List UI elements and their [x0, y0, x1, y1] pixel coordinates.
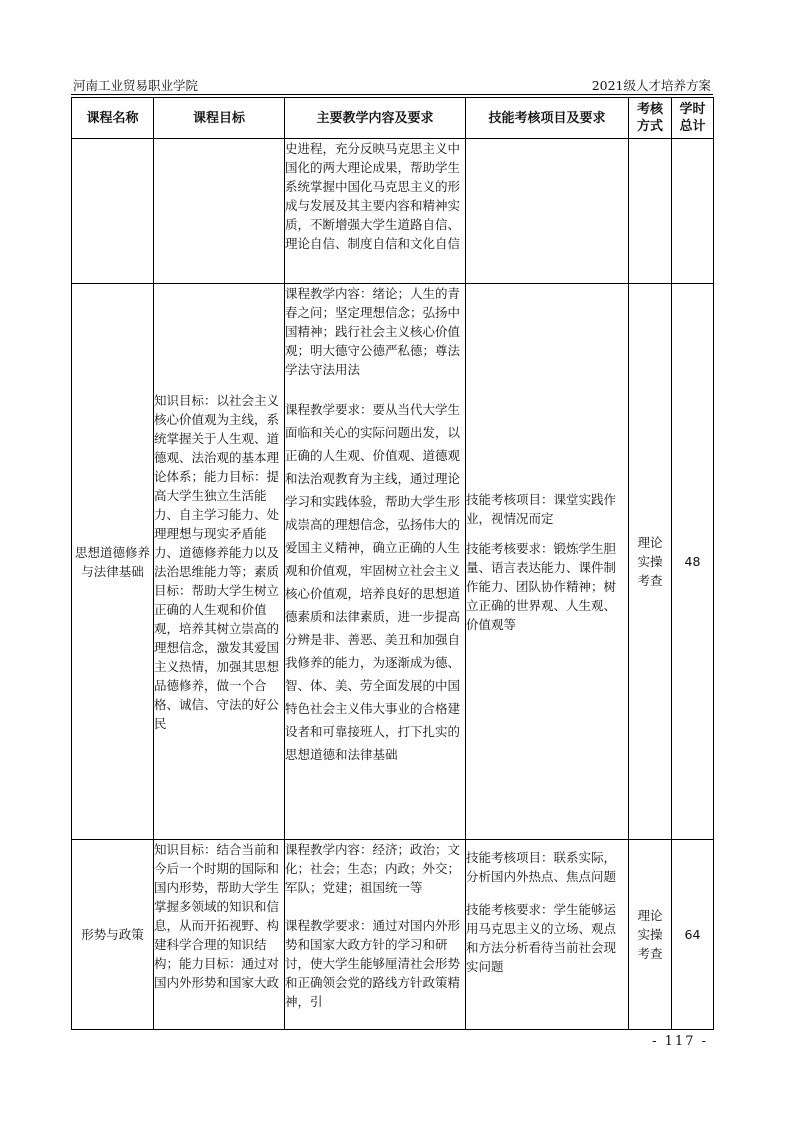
table-row [72, 284, 714, 840]
teaching-content-cell [285, 284, 466, 840]
skill-assessment-cell [466, 840, 629, 1030]
skill-assessment-cell [466, 139, 629, 284]
course-table [71, 97, 714, 1030]
skill-assessment-requirement-text: 技能考核要求：锻炼学生胆量、语言表达能力、课件制作能力、团队协作精神；树立正确的世界观、人生观、价值观等 [466, 540, 617, 632]
column-header-teaching-content: 主要教学内容及要求 [285, 98, 466, 139]
course-name-cell: 形势与政策 [72, 840, 154, 1030]
header-rule [71, 94, 713, 95]
column-header-course-goal: 课程目标 [154, 98, 285, 139]
table-row [72, 840, 714, 1030]
table-row [72, 139, 714, 284]
course-name-cell [72, 139, 154, 284]
assessment-method-cell [629, 139, 672, 284]
course-name-cell: 思想道德修养与法律基础 [72, 284, 154, 840]
page-header [71, 76, 713, 94]
skill-assessment-item-text: 技能考核项目：联系实际，分析国内外热点、焦点问题 [466, 850, 617, 884]
column-header-total-hours: 学时 总计 [672, 98, 714, 139]
assessment-method-cell: 理论 实操 考查 [629, 840, 672, 1030]
assessment-method-cell: 理论 实操 考查 [629, 284, 672, 840]
skill-assessment-item-text: 技能考核项目：课堂实践作业，视情况而定 [466, 491, 617, 526]
table-header-row [72, 98, 714, 139]
skill-assessment-cell [466, 284, 629, 840]
column-header-course-name: 课程名称 [72, 98, 154, 139]
column-header-assessment-method: 考核 方式 [629, 98, 672, 139]
teaching-content-text: 史进程，充分反映马克思主义中国化的两大理论成果，帮助学生系统掌握中国化马克思主义的形成与发展及其主要内容和精神实质，不断增强大学生道路自信、理论自信、制度自信和文化自信 [285, 141, 461, 251]
column-header-skill-assessment: 技能考核项目及要求 [466, 98, 629, 139]
teaching-content-cell [285, 139, 466, 284]
teaching-content-text: 课程教学内容：绪论；人生的青春之问；坚定理想信念；弘扬中国精神；践行社会主义核心价值观；明大德守公德严私德；尊法学法守法用法 [285, 286, 461, 377]
total-hours-cell: 64 [672, 840, 714, 1030]
total-hours-cell [672, 139, 714, 284]
teaching-requirement-text: 课程教学要求：要从当代大学生面临和关心的实际问题出发，以正确的人生观、价值观、道德观和法治观教育为主线，通过理论学习和实践体验，帮助大学生形成崇高的理想信念，弘扬伟大的爱国主义精神，确立正确的人生观和价值观，牢固树立社会主义核心价值观，培养良好的思想道德素质和法律素质，进一步提高分辨是非、善恶、美丑和加强自我修养的能力，为逐渐成为德、智、体、美、劳全面发展的中国特色社会主义伟大事业的合格建设者和可靠接班人，打下扎实的思想道德和法律基础 [285, 402, 461, 762]
course-goal-cell: 知识目标：结合当前和今后一个时期的国际和国内形势，帮助大学生掌握多领域的知识和信息，从而开拓视野、构建科学合理的知识结构；能力目标：通过对国内外形势和国家大政 [154, 840, 285, 1030]
teaching-requirement-text: 课程教学要求：通过对国内外形势和国家大政方针的学习和研讨，使大学生能够厘清社会形势和正确领会党的路线方针政策精神，引 [285, 918, 461, 1009]
page-number: - 117 - [652, 1034, 708, 1049]
teaching-content-cell [285, 840, 466, 1030]
header-document-title: 2021级人才培养方案 [591, 78, 711, 93]
teaching-content-text: 课程教学内容：经济；政治；文化；社会；生态；内政；外交；军队；党建；祖国统一等 [285, 842, 461, 895]
course-goal-cell: 知识目标：以社会主义核心价值观为主线，系统掌握关于人生观、道德观、法治观的基本理论体系；能力目标：提高大学生独立生活能力、自主学习能力、处理理想与现实矛盾能力、道德修养能力以及法治思维能力等；素质目标：帮助大学生树立正确的人生观和价值观，培养其树立崇高的理想信念，激发其爱国主义热情，加强其思想品德修养，做一个合格、诚信、守法的好公民 [154, 284, 285, 840]
course-goal-cell [154, 139, 285, 284]
header-school-name: 河南工业贸易职业学院 [73, 78, 199, 93]
skill-assessment-requirement-text: 技能考核要求：学生能够运用马克思主义的立场、观点和方法分析看待当前社会现实问题 [466, 902, 617, 974]
total-hours-cell: 48 [672, 284, 714, 840]
